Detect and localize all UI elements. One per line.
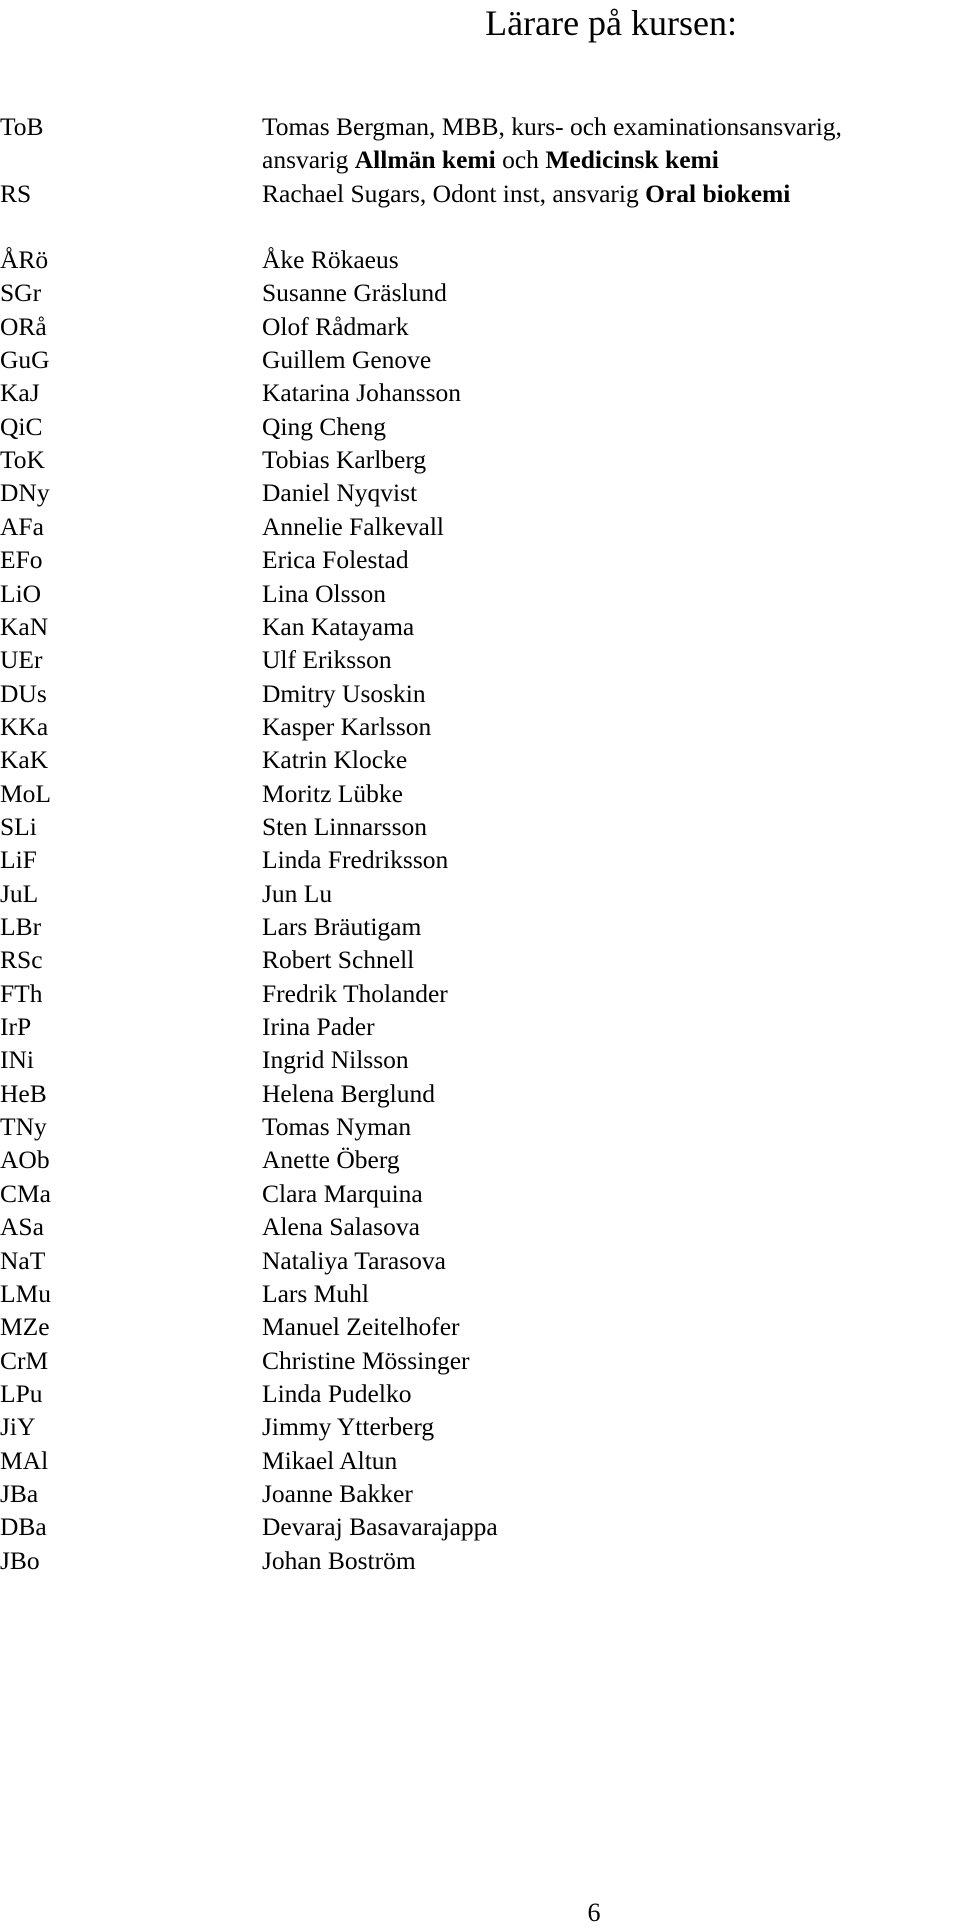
teacher-row xyxy=(0,577,960,611)
teacher-abbr: MZe xyxy=(0,1312,50,1342)
course-part-oral-biokemi: Oral biokemi xyxy=(645,179,791,208)
teacher-name: Ingrid Nilsson xyxy=(262,1045,409,1075)
teacher-abbr: LPu xyxy=(0,1378,43,1408)
teacher-abbr: LiO xyxy=(0,578,42,608)
teacher-abbr: NaT xyxy=(0,1245,46,1275)
teacher-row xyxy=(0,476,960,510)
teacher-abbr: AOb xyxy=(0,1145,50,1175)
teacher-row xyxy=(0,677,960,711)
teacher-row xyxy=(0,710,960,744)
teacher-abbr: KaK xyxy=(0,745,49,775)
teacher-name: Dmitry Usoskin xyxy=(262,678,426,708)
teacher-name: Robert Schnell xyxy=(262,945,415,975)
teacher-row xyxy=(0,1310,960,1344)
teacher-row xyxy=(0,1510,960,1544)
course-part-medicinsk-kemi: Medicinsk kemi xyxy=(545,145,719,174)
teacher-row xyxy=(0,943,960,977)
teacher-row xyxy=(0,343,960,377)
teacher-row xyxy=(0,1177,960,1211)
teacher-abbr: HeB xyxy=(0,1078,47,1108)
teacher-row xyxy=(0,1010,960,1044)
teacher-abbr: DNy xyxy=(0,478,50,508)
teacher-name: Qing Cheng xyxy=(262,411,386,441)
teacher-row xyxy=(0,643,960,677)
teacher-row xyxy=(0,843,960,877)
teacher-name: Daniel Nyqvist xyxy=(262,478,418,508)
teacher-row xyxy=(0,310,960,344)
teacher-name: Kasper Karlsson xyxy=(262,711,432,741)
page-number: 6 xyxy=(587,1898,601,1927)
teacher-name: Jun Lu xyxy=(262,878,333,908)
teacher-abbr: ORå xyxy=(0,311,47,341)
teacher-name: Linda Fredriksson xyxy=(262,845,449,875)
teacher-name: Kan Katayama xyxy=(262,611,415,641)
teacher-abbr: INi xyxy=(0,1045,34,1075)
teacher-name: Helena Berglund xyxy=(262,1078,436,1108)
teacher-row xyxy=(0,1143,960,1177)
teacher-abbr: EFo xyxy=(0,545,43,575)
teacher-name: Lars Bräutigam xyxy=(262,912,422,941)
teacher-row xyxy=(0,243,960,277)
teacher-row xyxy=(0,1210,960,1244)
teacher-abbr: ÅRö xyxy=(0,245,49,274)
teacher-row xyxy=(0,610,960,644)
teacher-row xyxy=(0,1277,960,1311)
teacher-abbr: UEr xyxy=(0,645,43,675)
teacher-row xyxy=(0,376,960,410)
teacher-name: Johan Boström xyxy=(262,1545,416,1575)
teacher-abbr: JBa xyxy=(0,1478,39,1508)
teacher-name: Olof Rådmark xyxy=(262,311,409,341)
teacher-abbr: AFa xyxy=(0,511,44,541)
teacher-row xyxy=(0,510,960,544)
teacher-name: Fredrik Tholander xyxy=(262,978,448,1008)
teacher-abbr: JBo xyxy=(0,1545,40,1575)
teacher-name: Alena Salasova xyxy=(262,1212,420,1242)
teacher-row xyxy=(0,1544,960,1578)
teacher-abbr: GuG xyxy=(0,345,50,375)
teacher-name: Tobias Karlberg xyxy=(262,445,427,475)
teacher-description: Tomas Bergman, MBB, kurs- och examinationsansvarig, ansvarig Allmän kemi och Medicinsk kemi xyxy=(262,112,842,174)
teacher-name: Mikael Altun xyxy=(262,1445,398,1475)
teacher-name: Lars Muhl xyxy=(262,1278,369,1308)
teacher-abbr: RS xyxy=(0,179,32,208)
teacher-name: Ulf Eriksson xyxy=(262,645,392,675)
teacher-abbr: CMa xyxy=(0,1178,51,1208)
teacher-row xyxy=(0,910,960,944)
teacher-name: Joanne Bakker xyxy=(262,1478,413,1508)
teacher-abbr: KaN xyxy=(0,611,49,641)
teacher-row xyxy=(0,1477,960,1511)
teacher-row xyxy=(0,1244,960,1278)
teacher-abbr: SLi xyxy=(0,811,37,841)
teacher-name: Katrin Klocke xyxy=(262,745,408,775)
teacher-name: Tomas Nyman xyxy=(262,1112,412,1142)
course-part-allman-kemi: Allmän kemi xyxy=(354,145,496,174)
teacher-description: Rachael Sugars, Odont inst, ansvarig Oral biokemi xyxy=(262,179,791,208)
teacher-name: Lina Olsson xyxy=(262,578,386,608)
teacher-row xyxy=(0,743,960,777)
teacher-abbr: RSc xyxy=(0,945,43,975)
responsible-row-tob xyxy=(0,110,960,176)
teacher-name: Irina Pader xyxy=(262,1012,375,1042)
teacher-abbr: ToK xyxy=(0,445,45,475)
teacher-name: Manuel Zeitelhofer xyxy=(262,1312,460,1342)
teacher-row xyxy=(0,1410,960,1444)
teacher-abbr: LiF xyxy=(0,845,37,875)
teacher-abbr: KaJ xyxy=(0,378,40,408)
teacher-name: Erica Folestad xyxy=(262,545,409,575)
teacher-abbr: DBa xyxy=(0,1512,47,1542)
teacher-abbr: JiY xyxy=(0,1412,36,1442)
teacher-name: Moritz Lübke xyxy=(262,778,403,808)
teacher-abbr: DUs xyxy=(0,678,47,708)
teacher-name: Katarina Johansson xyxy=(262,378,461,408)
teacher-abbr: ToB xyxy=(0,112,44,141)
teacher-name: Åke Rökaeus xyxy=(262,245,399,274)
teacher-row xyxy=(0,1377,960,1411)
teacher-row xyxy=(0,977,960,1011)
teacher-row xyxy=(0,1344,960,1378)
teacher-row xyxy=(0,410,960,444)
teacher-row xyxy=(0,1110,960,1144)
teacher-abbr: IrP xyxy=(0,1012,32,1042)
teacher-name: Sten Linnarsson xyxy=(262,811,428,841)
teacher-name: Guillem Genove xyxy=(262,345,432,375)
teacher-row xyxy=(0,1077,960,1111)
teacher-row xyxy=(0,877,960,911)
teacher-abbr: JuL xyxy=(0,878,39,908)
teacher-name: Jimmy Ytterberg xyxy=(262,1412,435,1442)
teacher-name: Annelie Falkevall xyxy=(262,511,444,541)
teacher-abbr: FTh xyxy=(0,978,43,1008)
teacher-abbr: CrM xyxy=(0,1345,49,1375)
teacher-name: Susanne Gräslund xyxy=(262,278,447,308)
teacher-name: Christine Mössinger xyxy=(262,1345,470,1375)
teacher-abbr: ASa xyxy=(0,1212,44,1242)
teacher-name: Linda Pudelko xyxy=(262,1378,412,1408)
teacher-abbr: SGr xyxy=(0,278,42,308)
teacher-abbr: MAl xyxy=(0,1445,49,1475)
teacher-row xyxy=(0,443,960,477)
teacher-name: Clara Marquina xyxy=(262,1178,423,1208)
teacher-row xyxy=(0,1043,960,1077)
teacher-name: Nataliya Tarasova xyxy=(262,1245,446,1275)
teacher-abbr: MoL xyxy=(0,778,51,808)
responsible-row-rs xyxy=(0,177,960,211)
teacher-row xyxy=(0,276,960,310)
teacher-abbr: LBr xyxy=(0,912,42,941)
teacher-abbr: TNy xyxy=(0,1112,47,1142)
teacher-name: Devaraj Basavarajappa xyxy=(262,1512,498,1542)
teacher-row xyxy=(0,1444,960,1478)
teacher-row xyxy=(0,543,960,577)
page-title: Lärare på kursen: xyxy=(485,3,737,43)
teacher-row xyxy=(0,810,960,844)
teacher-row xyxy=(0,777,960,811)
teacher-abbr: QiC xyxy=(0,411,43,441)
teacher-name: Anette Öberg xyxy=(262,1145,400,1175)
teacher-abbr: LMu xyxy=(0,1278,51,1308)
teacher-abbr: KKa xyxy=(0,711,49,741)
